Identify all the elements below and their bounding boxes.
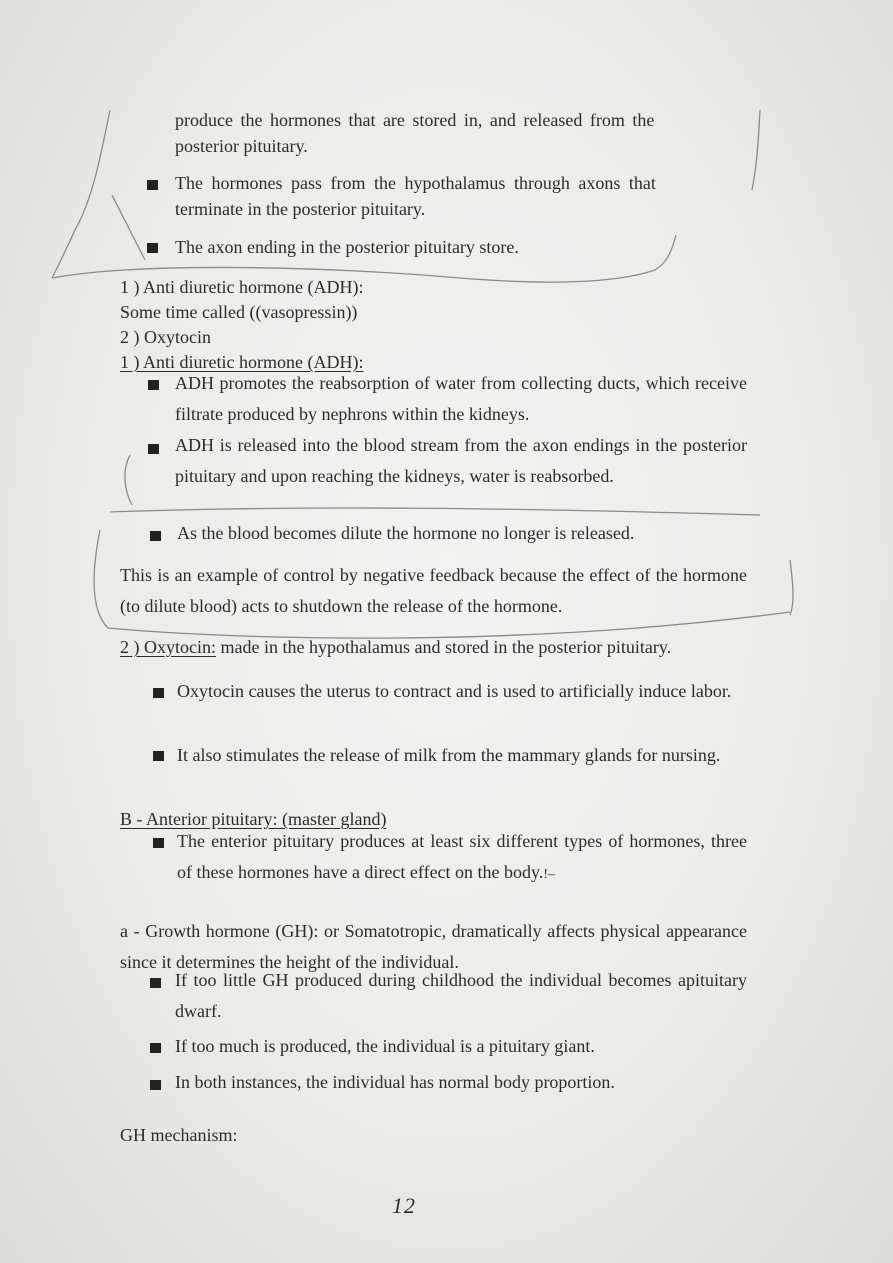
bracket-mark-top-left — [52, 110, 110, 278]
adh-bullet-released: ADH is released into the blood stream from the axon endings in the posterior pituitary and upon reaching the kidneys, water is reabsorbed. — [175, 435, 747, 486]
anterior-pituitary-heading: B - Anterior pituitary: (master gland) — [120, 809, 387, 829]
bullet-axon-ending: The axon ending in the posterior pituitary store. — [175, 237, 519, 257]
bullet-hormones-pass-line-1: The hormones pass from the hypothalamus through axons that — [175, 173, 656, 193]
oxytocin-heading: 2 ) Oxytocin: — [120, 637, 216, 657]
list-item-vasopressin: Some time called ((vasopressin)) — [120, 302, 358, 322]
oxytocin-text: made in the hypothalamus and stored in the posterior pituitary. — [216, 637, 672, 657]
intro-line-1: produce the hormones that are stored in, and released from the — [175, 110, 655, 130]
list-item-adh: 1 ) Anti diuretic hormone (ADH): — [120, 277, 364, 297]
adh-bullet-dilute: As the blood becomes dilute the hormone no longer is released. — [177, 523, 635, 543]
bullet-square-icon — [148, 444, 159, 454]
bullet-hormones-pass-line-2: terminate in the posterior pituitary. — [175, 199, 426, 219]
underline-mark — [110, 508, 760, 515]
adh-bullet-reabsorption: ADH promotes the reabsorption of water from collecting ducts, which receive filtrate produced by nephrons within the kidneys. — [175, 373, 747, 424]
edge-mark-right — [752, 110, 760, 190]
bullet-square-icon — [150, 1043, 161, 1053]
gh-bullet-proportion: In both instances, the individual has normal body proportion. — [175, 1072, 615, 1092]
bullet-square-icon — [148, 380, 159, 390]
adh-heading: 1 ) Anti diuretic hormone (ADH): — [120, 352, 364, 372]
bullet-square-icon — [153, 751, 164, 761]
gh-bullet-giant: If too much is produced, the individual is a pituitary giant. — [175, 1036, 595, 1056]
list-item-oxytocin: 2 ) Oxytocin — [120, 327, 211, 347]
bullet-square-icon — [153, 688, 164, 698]
negative-feedback-paragraph: This is an example of control by negative feedback because the effect of the hormone (to dilute blood) acts to shutdown the release of the hormone. — [120, 565, 747, 616]
intro-line-2: posterior pituitary. — [175, 136, 308, 156]
gh-bullet-dwarf: If too little GH produced during childhood the individual becomes apituitary dwarf. — [175, 970, 747, 1021]
gh-mechanism-label: GH mechanism: — [120, 1125, 238, 1145]
bullet-square-icon — [147, 180, 158, 190]
edge-mark-feedback — [790, 560, 793, 615]
oxytocin-bullet-uterus: Oxytocin causes the uterus to contract and is used to artificially induce labor. — [177, 681, 732, 701]
bullet-square-icon — [153, 838, 164, 848]
anterior-bullet-text: The enterior pituitary produces at least six different types of hormones, three of these hormones have a direct effect on the body. — [177, 831, 747, 882]
bullet-square-icon — [150, 978, 161, 988]
bullet-square-icon — [150, 531, 161, 541]
oxytocin-bullet-milk: It also stimulates the release of milk from the mammary glands for nursing. — [177, 745, 721, 765]
bracket-mark-adh — [125, 455, 132, 505]
growth-hormone-paragraph: a - Growth hormone (GH): or Somatotropic, dramatically affects physical appearance since it determines the height of the individual. — [120, 921, 747, 972]
bullet-square-icon — [150, 1080, 161, 1090]
oxytocin-paragraph — [120, 632, 747, 663]
page-number: 12 — [392, 1193, 416, 1218]
bullet-square-icon — [147, 243, 158, 253]
anterior-bullet-six-hormones — [177, 826, 747, 890]
handwritten-mark: !– — [543, 867, 556, 882]
slash-mark — [112, 195, 145, 260]
